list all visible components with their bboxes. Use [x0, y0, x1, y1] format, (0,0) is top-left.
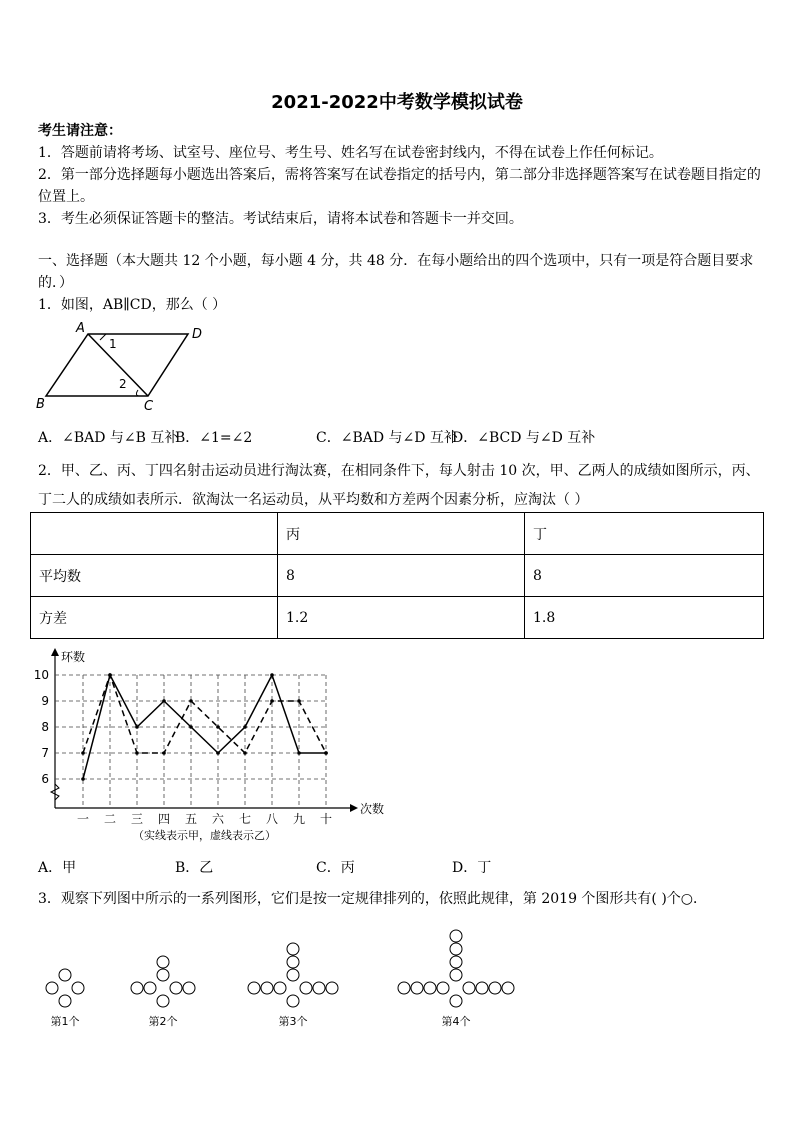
x-axis-label: 次数: [360, 802, 385, 816]
circle-shape: [183, 982, 195, 994]
x-tick-label: 十: [319, 812, 333, 826]
circle-shape: [489, 982, 501, 994]
data-point: [216, 725, 220, 729]
x-tick-label: 三: [130, 812, 144, 826]
circle-shape: [131, 982, 143, 994]
y-tick-label: 10: [33, 668, 49, 682]
q3-pattern-figures: [30, 912, 550, 1032]
data-point: [243, 725, 247, 729]
table-cell: 方差: [31, 597, 278, 639]
figure-4: [398, 930, 514, 1028]
table-cell: 1.2: [278, 597, 525, 639]
y-tick-label: 6: [41, 772, 49, 786]
data-point: [297, 751, 301, 755]
q1-parallelogram-figure: [28, 318, 218, 418]
circle-shape: [450, 995, 462, 1007]
figure-label: 第1个: [50, 1015, 80, 1028]
figure-label: 第4个: [441, 1015, 471, 1028]
circle-shape: [450, 930, 462, 942]
circle-shape: [144, 982, 156, 994]
table-cell: 平均数: [31, 555, 278, 597]
label-A: A: [76, 321, 85, 336]
q2-option-d: D．丁: [452, 860, 492, 876]
x-tick-label: 六: [211, 812, 225, 826]
figure-3: [248, 943, 338, 1028]
data-point: [108, 673, 112, 677]
circle-shape: [261, 982, 273, 994]
circle-shape: [450, 969, 462, 981]
table-row: [31, 555, 764, 597]
table-cell: 丁: [525, 513, 764, 555]
x-tick-label: 四: [157, 812, 171, 826]
circle-shape: [59, 969, 71, 981]
circle-shape: [502, 982, 514, 994]
y-tick-label: 7: [41, 746, 49, 760]
circle-shape: [450, 943, 462, 955]
circle-shape: [313, 982, 325, 994]
y-axis-label: 环数: [61, 650, 86, 664]
circle-shape: [476, 982, 488, 994]
x-tick-label: 一: [76, 812, 90, 826]
table-row: [31, 597, 764, 639]
x-tick-label: 八: [265, 812, 279, 826]
y-tick-label: 9: [41, 694, 49, 708]
y-axis-arrow: [51, 648, 59, 656]
q1-option-d: D．∠BCD 与∠D 互补: [452, 430, 596, 446]
circle-shape: [72, 982, 84, 994]
section-heading-cont: 的．）: [38, 275, 73, 291]
circle-shape: [450, 956, 462, 968]
data-point: [324, 751, 328, 755]
table-header-row: [31, 513, 764, 555]
q2-option-c: C．丙: [316, 860, 355, 876]
chart-caption: （实线表示甲，虚线表示乙）: [133, 829, 276, 842]
data-point: [243, 751, 247, 755]
x-tick-label: 五: [184, 812, 198, 826]
q1-option-b: B．∠1=∠2: [175, 430, 253, 446]
x-tick-label: 七: [238, 812, 252, 826]
q2-stem-cont: 丁二人的成绩如表所示．欲淘汰一名运动员，从平均数和方差两个因素分析，应淘汰（ ）: [38, 492, 589, 508]
table-cell: 8: [278, 555, 525, 597]
circle-shape: [287, 969, 299, 981]
circle-shape: [170, 982, 182, 994]
q1-stem: 1．如图，AB∥CD，那么（ ）: [38, 297, 227, 313]
table-cell: 1.8: [525, 597, 764, 639]
circle-shape: [157, 956, 169, 968]
label-C: C: [144, 399, 154, 414]
figure-label: 第3个: [278, 1015, 308, 1028]
circle-shape: [463, 982, 475, 994]
label-angle1: 1: [109, 337, 117, 351]
q2-stem: 2．甲、乙、丙、丁四名射击运动员进行淘汰赛，在相同条件下，每人射击 10 次，甲、乙两人的成绩如图所示，丙、: [38, 463, 760, 479]
q2-option-b: B．乙: [175, 860, 214, 876]
notice-item: 位置上。: [38, 189, 94, 205]
notice-item: 2．第一部分选择题每小题选出答案后，需将答案写在试卷指定的括号内，第二部分非选择题答案写在试卷题目指定的: [38, 167, 761, 183]
notice-heading: 考生请注意：: [38, 123, 122, 139]
circle-shape: [157, 969, 169, 981]
table-cell: [31, 513, 278, 555]
circle-shape: [300, 982, 312, 994]
data-point: [81, 751, 85, 755]
data-point: [81, 777, 85, 781]
circle-shape: [424, 982, 436, 994]
x-tick-label: 二: [103, 812, 117, 826]
q2-score-table: [30, 512, 764, 639]
circle-shape: [274, 982, 286, 994]
x-axis-arrow: [350, 804, 358, 812]
page-title: 2021-2022中考数学模拟试卷: [271, 92, 523, 113]
data-point: [135, 725, 139, 729]
data-point: [216, 751, 220, 755]
q3-stem: 3．观察下列图中所示的一系列图形，它们是按一定规律排列的，依照此规律，第 2019 个图形共有( )个○．: [38, 891, 708, 907]
table-cell: 8: [525, 555, 764, 597]
circle-shape: [287, 995, 299, 1007]
series-line-乙: [83, 675, 326, 753]
circle-shape: [59, 995, 71, 1007]
figure-1: [46, 969, 84, 1028]
data-point: [189, 699, 193, 703]
q2-option-a: A．甲: [38, 860, 77, 876]
circle-shape: [287, 956, 299, 968]
circle-shape: [398, 982, 410, 994]
data-point: [162, 699, 166, 703]
circle-shape: [287, 943, 299, 955]
data-point: [189, 725, 193, 729]
table-cell: 丙: [278, 513, 525, 555]
circle-shape: [437, 982, 449, 994]
circle-shape: [157, 995, 169, 1007]
notice-item: 3．考生必须保证答题卡的整洁。考试结束后，请将本试卷和答题卡一并交回。: [38, 211, 523, 227]
q2-score-chart: [30, 645, 390, 845]
label-D: D: [192, 327, 203, 342]
label-angle2: 2: [119, 377, 127, 391]
data-point: [270, 673, 274, 677]
figure-label: 第2个: [148, 1015, 178, 1028]
figure-2: [131, 956, 195, 1028]
notice-item: 1．答题前请将考场、试室号、座位号、考生号、姓名写在试卷密封线内，不得在试卷上作任何标记。: [38, 145, 663, 161]
data-point: [135, 751, 139, 755]
label-B: B: [36, 397, 45, 412]
circle-shape: [46, 982, 58, 994]
circle-shape: [326, 982, 338, 994]
q1-option-a: A．∠BAD 与∠B 互补: [38, 430, 179, 446]
section-heading: 一、选择题（本大题共 12 个小题，每小题 4 分，共 48 分．在每小题给出的四个选项中，只有一项是符合题目要求: [38, 253, 754, 269]
data-point: [297, 699, 301, 703]
circle-shape: [248, 982, 260, 994]
q1-option-c: C．∠BAD 与∠D 互补: [316, 430, 458, 446]
data-point: [270, 699, 274, 703]
y-tick-label: 8: [41, 720, 49, 734]
x-tick-label: 九: [292, 812, 306, 826]
data-point: [162, 751, 166, 755]
circle-shape: [411, 982, 423, 994]
